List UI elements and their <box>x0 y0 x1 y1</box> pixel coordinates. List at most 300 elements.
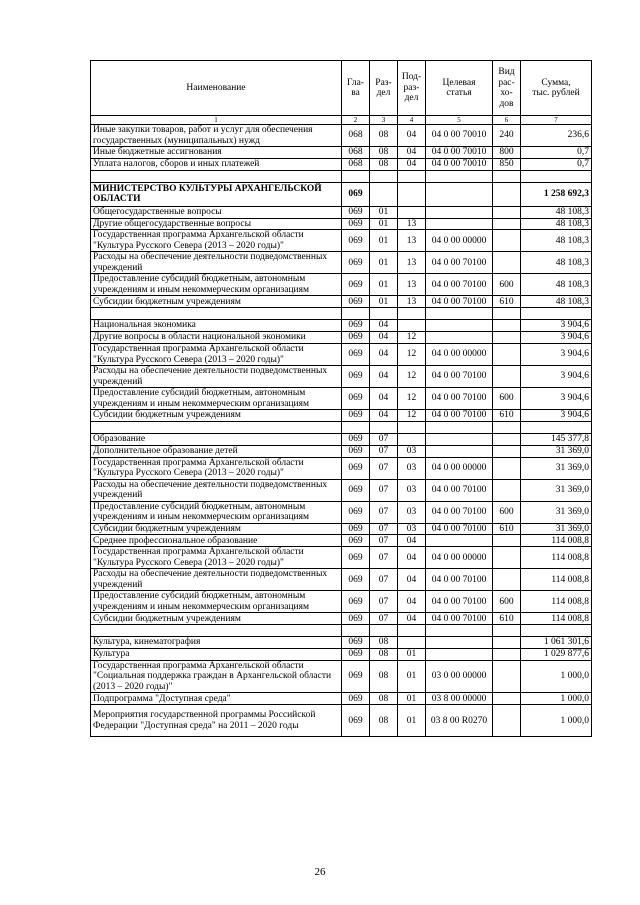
row-expense-type <box>493 637 521 649</box>
row-podrazdel: 03 <box>398 445 426 457</box>
row-glava: 069 <box>342 613 370 625</box>
row-expense-type <box>493 366 521 388</box>
row-podrazdel: 13 <box>398 230 426 252</box>
table-row <box>91 501 592 523</box>
row-podrazdel <box>398 182 426 206</box>
row-podrazdel: 12 <box>398 332 426 344</box>
table-row <box>91 252 592 274</box>
row-name: Государственная программа Архангельской области "Социальная поддержка граждан в Архангельской области (2013 – 2020 годы)" <box>91 660 342 693</box>
row-podrazdel: 04 <box>398 613 426 625</box>
row-glava: 069 <box>342 320 370 332</box>
row-razdel: 01 <box>370 218 398 230</box>
row-glava: 068 <box>342 158 370 170</box>
row-razdel: 08 <box>370 660 398 693</box>
row-target-article <box>426 625 493 637</box>
table-row <box>91 535 592 547</box>
row-sum: 48 108,3 <box>521 296 592 308</box>
row-name: Общегосударственные вопросы <box>91 206 342 218</box>
row-expense-type <box>493 457 521 479</box>
header-expense-type: Вид рас- хо- дов <box>493 61 521 116</box>
row-target-article <box>426 320 493 332</box>
row-sum: 114 008,8 <box>521 547 592 569</box>
table-row <box>91 445 592 457</box>
row-expense-type <box>493 230 521 252</box>
row-expense-type <box>493 170 521 182</box>
row-target-article: 04 0 00 00000 <box>426 230 493 252</box>
row-podrazdel: 03 <box>398 501 426 523</box>
table-row <box>91 591 592 613</box>
row-glava: 069 <box>342 649 370 661</box>
row-expense-type <box>493 569 521 591</box>
table-row <box>91 320 592 332</box>
row-sum: 3 904,6 <box>521 320 592 332</box>
row-glava: 069 <box>342 705 370 737</box>
row-expense-type <box>493 182 521 206</box>
row-podrazdel: 03 <box>398 523 426 535</box>
row-podrazdel: 04 <box>398 125 426 147</box>
row-glava: 069 <box>342 410 370 422</box>
row-glava: 069 <box>342 344 370 366</box>
row-target-article <box>426 332 493 344</box>
table-row <box>91 218 592 230</box>
row-name: Субсидии бюджетным учреждениям <box>91 523 342 535</box>
row-glava: 069 <box>342 693 370 705</box>
table-row <box>91 274 592 296</box>
row-expense-type <box>493 252 521 274</box>
row-razdel <box>370 308 398 320</box>
row-razdel: 07 <box>370 547 398 569</box>
row-target-article: 04 0 00 70100 <box>426 501 493 523</box>
row-podrazdel: 03 <box>398 479 426 501</box>
table-row <box>91 693 592 705</box>
row-sum: 1 258 692,3 <box>521 182 592 206</box>
row-expense-type <box>493 344 521 366</box>
row-sum: 114 008,8 <box>521 591 592 613</box>
column-number-row <box>91 116 592 125</box>
row-name: Подпрограмма "Доступная среда" <box>91 693 342 705</box>
row-target-article: 04 0 00 70100 <box>426 591 493 613</box>
table-row <box>91 366 592 388</box>
row-name: Субсидии бюджетным учреждениям <box>91 410 342 422</box>
row-razdel: 08 <box>370 649 398 661</box>
row-razdel: 07 <box>370 569 398 591</box>
row-sum: 145 377,8 <box>521 433 592 445</box>
row-target-article: 04 0 00 70100 <box>426 296 493 308</box>
row-sum: 1 000,0 <box>521 693 592 705</box>
row-razdel: 04 <box>370 410 398 422</box>
row-razdel: 04 <box>370 320 398 332</box>
row-sum: 3 904,6 <box>521 366 592 388</box>
table-row <box>91 388 592 410</box>
row-glava: 068 <box>342 125 370 147</box>
row-name: МИНИСТЕРСТВО КУЛЬТУРЫ АРХАНГЕЛЬСКОЙ ОБЛАСТИ <box>91 182 342 206</box>
header-glava: Гла- ва <box>342 61 370 116</box>
row-sum: 31 369,0 <box>521 479 592 501</box>
header-target-article: Целевая статья <box>426 61 493 116</box>
row-glava: 069 <box>342 433 370 445</box>
row-name: Культура, кинематография <box>91 637 342 649</box>
row-podrazdel <box>398 170 426 182</box>
row-glava: 069 <box>342 547 370 569</box>
row-razdel: 01 <box>370 296 398 308</box>
row-razdel: 08 <box>370 693 398 705</box>
row-glava: 069 <box>342 332 370 344</box>
row-expense-type: 600 <box>493 274 521 296</box>
table-row <box>91 158 592 170</box>
row-expense-type <box>493 535 521 547</box>
row-podrazdel: 04 <box>398 147 426 159</box>
row-sum: 114 008,8 <box>521 569 592 591</box>
row-target-article: 04 0 00 00000 <box>426 547 493 569</box>
row-razdel: 07 <box>370 535 398 547</box>
row-name: Национальная экономика <box>91 320 342 332</box>
row-expense-type <box>493 320 521 332</box>
table-row <box>91 660 592 693</box>
row-sum: 1 061 301,6 <box>521 637 592 649</box>
row-podrazdel: 13 <box>398 296 426 308</box>
row-razdel: 04 <box>370 332 398 344</box>
row-glava <box>342 308 370 320</box>
row-podrazdel: 12 <box>398 388 426 410</box>
header-name: Наименование <box>91 61 342 116</box>
row-name: Образование <box>91 433 342 445</box>
row-target-article: 04 0 00 00000 <box>426 344 493 366</box>
row-target-article: 04 0 00 70100 <box>426 252 493 274</box>
row-name: Расходы на обеспечение деятельности подведомственных учреждений <box>91 569 342 591</box>
row-razdel <box>370 625 398 637</box>
row-expense-type <box>493 206 521 218</box>
row-razdel: 07 <box>370 457 398 479</box>
row-target-article <box>426 433 493 445</box>
row-sum: 3 904,6 <box>521 410 592 422</box>
row-podrazdel: 13 <box>398 274 426 296</box>
row-expense-type: 610 <box>493 613 521 625</box>
row-target-article: 03 8 00 00000 <box>426 693 493 705</box>
table-row <box>91 433 592 445</box>
row-expense-type <box>493 218 521 230</box>
row-glava: 069 <box>342 523 370 535</box>
row-name: Предоставление субсидий бюджетным, автономным учреждениям и иным некоммерческим организациям <box>91 501 342 523</box>
row-sum: 48 108,3 <box>521 206 592 218</box>
row-sum: 48 108,3 <box>521 218 592 230</box>
row-target-article <box>426 182 493 206</box>
row-podrazdel: 13 <box>398 218 426 230</box>
row-sum: 31 369,0 <box>521 457 592 479</box>
row-sum <box>521 308 592 320</box>
row-name: Государственная программа Архангельской области "Культура Русского Севера (2013 – 2020 годы)" <box>91 344 342 366</box>
row-target-article: 03 8 00 R0270 <box>426 705 493 737</box>
row-name <box>91 421 342 433</box>
row-podrazdel: 01 <box>398 693 426 705</box>
row-sum: 3 904,6 <box>521 344 592 366</box>
row-razdel: 04 <box>370 366 398 388</box>
row-expense-type <box>493 705 521 737</box>
table-row <box>91 613 592 625</box>
row-name: Другие общегосударственные вопросы <box>91 218 342 230</box>
row-razdel: 08 <box>370 125 398 147</box>
row-sum: 48 108,3 <box>521 230 592 252</box>
spacer-row <box>91 170 592 182</box>
row-expense-type: 610 <box>493 523 521 535</box>
row-podrazdel: 12 <box>398 366 426 388</box>
table-row <box>91 125 592 147</box>
table-row <box>91 344 592 366</box>
row-glava: 069 <box>342 366 370 388</box>
row-razdel: 07 <box>370 613 398 625</box>
row-sum: 236,6 <box>521 125 592 147</box>
row-target-article <box>426 637 493 649</box>
row-podrazdel: 04 <box>398 547 426 569</box>
row-name: Государственная программа Архангельской области "Культура Русского Севера (2013 – 2020 годы)" <box>91 457 342 479</box>
row-razdel: 07 <box>370 479 398 501</box>
row-target-article <box>426 649 493 661</box>
row-expense-type <box>493 547 521 569</box>
row-target-article: 04 0 00 00000 <box>426 457 493 479</box>
row-sum: 1 029 877,6 <box>521 649 592 661</box>
row-razdel <box>370 421 398 433</box>
row-podrazdel <box>398 433 426 445</box>
row-name <box>91 308 342 320</box>
row-expense-type <box>493 421 521 433</box>
row-razdel: 08 <box>370 637 398 649</box>
row-expense-type: 800 <box>493 147 521 159</box>
row-podrazdel: 13 <box>398 252 426 274</box>
row-podrazdel <box>398 625 426 637</box>
table-row <box>91 332 592 344</box>
row-razdel: 07 <box>370 501 398 523</box>
row-podrazdel: 01 <box>398 649 426 661</box>
table-row <box>91 569 592 591</box>
row-glava <box>342 421 370 433</box>
row-sum <box>521 170 592 182</box>
row-name: Среднее профессиональное образование <box>91 535 342 547</box>
row-target-article: 04 0 00 70010 <box>426 147 493 159</box>
row-target-article: 04 0 00 70100 <box>426 523 493 535</box>
row-glava: 069 <box>342 479 370 501</box>
row-glava: 069 <box>342 445 370 457</box>
row-sum <box>521 421 592 433</box>
table-header-row <box>91 61 592 116</box>
row-sum: 31 369,0 <box>521 445 592 457</box>
table-row <box>91 457 592 479</box>
row-expense-type: 600 <box>493 591 521 613</box>
row-razdel: 08 <box>370 705 398 737</box>
row-target-article: 04 0 00 70100 <box>426 388 493 410</box>
row-sum: 48 108,3 <box>521 274 592 296</box>
row-glava: 069 <box>342 182 370 206</box>
row-podrazdel: 03 <box>398 457 426 479</box>
row-glava: 069 <box>342 569 370 591</box>
row-expense-type <box>493 625 521 637</box>
row-razdel: 07 <box>370 591 398 613</box>
row-target-article: 04 0 00 70100 <box>426 569 493 591</box>
row-glava: 069 <box>342 218 370 230</box>
table-row <box>91 479 592 501</box>
row-sum: 3 904,6 <box>521 332 592 344</box>
row-target-article: 04 0 00 70100 <box>426 366 493 388</box>
table-row <box>91 206 592 218</box>
row-target-article: 04 0 00 70010 <box>426 125 493 147</box>
row-target-article <box>426 218 493 230</box>
row-name: Расходы на обеспечение деятельности подведомственных учреждений <box>91 252 342 274</box>
column-number: 5 <box>426 116 493 125</box>
row-expense-type: 240 <box>493 125 521 147</box>
row-expense-type <box>493 479 521 501</box>
row-glava: 069 <box>342 535 370 547</box>
row-glava: 069 <box>342 230 370 252</box>
page-number: 26 <box>314 866 326 878</box>
row-podrazdel <box>398 206 426 218</box>
table-row <box>91 410 592 422</box>
row-podrazdel <box>398 421 426 433</box>
column-number: 1 <box>91 116 342 125</box>
table-row <box>91 230 592 252</box>
table-row <box>91 523 592 535</box>
row-razdel: 08 <box>370 147 398 159</box>
row-sum: 48 108,3 <box>521 252 592 274</box>
row-sum: 3 904,6 <box>521 388 592 410</box>
row-razdel <box>370 182 398 206</box>
row-target-article <box>426 308 493 320</box>
row-name: Уплата налогов, сборов и иных платежей <box>91 158 342 170</box>
row-target-article: 04 0 00 70100 <box>426 479 493 501</box>
row-glava: 069 <box>342 637 370 649</box>
row-razdel: 01 <box>370 206 398 218</box>
row-name <box>91 625 342 637</box>
row-razdel: 04 <box>370 388 398 410</box>
row-razdel <box>370 170 398 182</box>
row-podrazdel <box>398 308 426 320</box>
row-razdel: 01 <box>370 274 398 296</box>
row-glava: 069 <box>342 206 370 218</box>
row-name: Дополнительное образование детей <box>91 445 342 457</box>
row-name: Государственная программа Архангельской области "Культура Русского Севера (2013 – 2020 годы)" <box>91 230 342 252</box>
row-target-article: 04 0 00 70010 <box>426 158 493 170</box>
row-name: Предоставление субсидий бюджетным, автономным учреждениям и иным некоммерческим организациям <box>91 274 342 296</box>
row-target-article <box>426 535 493 547</box>
row-expense-type: 610 <box>493 410 521 422</box>
row-razdel: 04 <box>370 344 398 366</box>
row-glava: 069 <box>342 457 370 479</box>
header-podrazdel: Под- раз- дел <box>398 61 426 116</box>
table-row <box>91 649 592 661</box>
row-glava: 068 <box>342 147 370 159</box>
row-glava: 069 <box>342 660 370 693</box>
column-number: 6 <box>493 116 521 125</box>
row-target-article: 04 0 00 70100 <box>426 410 493 422</box>
row-podrazdel: 01 <box>398 660 426 693</box>
column-number: 3 <box>370 116 398 125</box>
table-row <box>91 147 592 159</box>
table-row <box>91 296 592 308</box>
row-sum: 114 008,8 <box>521 535 592 547</box>
row-target-article: 04 0 00 70100 <box>426 274 493 296</box>
row-expense-type: 610 <box>493 296 521 308</box>
row-podrazdel: 04 <box>398 569 426 591</box>
row-expense-type <box>493 649 521 661</box>
row-razdel: 07 <box>370 433 398 445</box>
row-razdel: 07 <box>370 445 398 457</box>
row-razdel: 01 <box>370 230 398 252</box>
row-target-article <box>426 421 493 433</box>
row-target-article <box>426 206 493 218</box>
table-row <box>91 705 592 737</box>
row-name: Другие вопросы в области национальной экономики <box>91 332 342 344</box>
row-expense-type <box>493 660 521 693</box>
row-glava: 069 <box>342 388 370 410</box>
row-podrazdel: 01 <box>398 705 426 737</box>
row-glava: 069 <box>342 252 370 274</box>
header-sum: Сумма, тыс. рублей <box>521 61 592 116</box>
row-glava <box>342 625 370 637</box>
row-name: Мероприятия государственной программы Российской Федерации "Доступная среда" на 2011 – 2020 годы <box>91 705 342 737</box>
row-glava: 069 <box>342 296 370 308</box>
table-row <box>91 637 592 649</box>
spacer-row <box>91 421 592 433</box>
row-name: Расходы на обеспечение деятельности подведомственных учреждений <box>91 479 342 501</box>
row-target-article <box>426 170 493 182</box>
row-name: Расходы на обеспечение деятельности подведомственных учреждений <box>91 366 342 388</box>
row-target-article <box>426 445 493 457</box>
row-name: Иные бюджетные ассигнования <box>91 147 342 159</box>
row-expense-type <box>493 693 521 705</box>
table-row <box>91 547 592 569</box>
column-number: 4 <box>398 116 426 125</box>
row-sum: 1 000,0 <box>521 705 592 737</box>
row-expense-type <box>493 308 521 320</box>
row-sum: 31 369,0 <box>521 523 592 535</box>
row-podrazdel <box>398 320 426 332</box>
column-number: 2 <box>342 116 370 125</box>
header-razdel: Раз- дел <box>370 61 398 116</box>
row-name: Иные закупки товаров, работ и услуг для обеспечения государственных (муниципальных) нужд <box>91 125 342 147</box>
row-sum: 114 008,8 <box>521 613 592 625</box>
row-expense-type <box>493 433 521 445</box>
row-sum: 0,7 <box>521 158 592 170</box>
row-sum <box>521 625 592 637</box>
row-podrazdel: 04 <box>398 591 426 613</box>
row-razdel: 08 <box>370 158 398 170</box>
row-sum: 1 000,0 <box>521 660 592 693</box>
spacer-row <box>91 308 592 320</box>
row-target-article: 03 0 00 00000 <box>426 660 493 693</box>
row-name: Предоставление субсидий бюджетным, автономным учреждениям и иным некоммерческим организациям <box>91 591 342 613</box>
row-expense-type: 600 <box>493 501 521 523</box>
row-glava <box>342 170 370 182</box>
row-name: Предоставление субсидий бюджетным, автономным учреждениям и иным некоммерческим организациям <box>91 388 342 410</box>
row-name: Культура <box>91 649 342 661</box>
row-podrazdel <box>398 637 426 649</box>
row-expense-type <box>493 332 521 344</box>
row-podrazdel: 12 <box>398 410 426 422</box>
row-podrazdel: 04 <box>398 158 426 170</box>
budget-table <box>90 60 592 737</box>
row-glava: 069 <box>342 501 370 523</box>
row-name <box>91 170 342 182</box>
row-target-article: 04 0 00 70100 <box>426 613 493 625</box>
row-name: Государственная программа Архангельской области "Культура Русского Севера (2013 – 2020 годы)" <box>91 547 342 569</box>
row-sum: 31 369,0 <box>521 501 592 523</box>
row-expense-type: 600 <box>493 388 521 410</box>
table-row <box>91 182 592 206</box>
column-number: 7 <box>521 116 592 125</box>
row-glava: 069 <box>342 274 370 296</box>
table-body <box>91 125 592 737</box>
row-sum: 0,7 <box>521 147 592 159</box>
row-expense-type: 850 <box>493 158 521 170</box>
row-razdel: 07 <box>370 523 398 535</box>
row-name: Субсидии бюджетным учреждениям <box>91 613 342 625</box>
